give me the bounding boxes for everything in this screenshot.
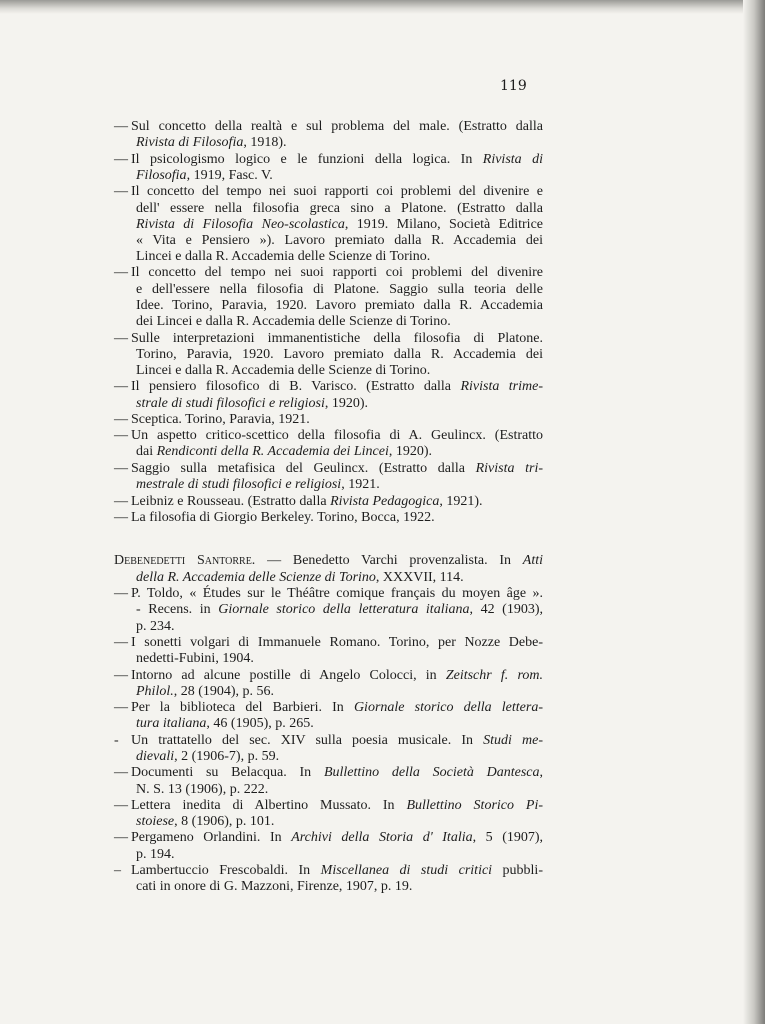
entry-dash: — bbox=[114, 700, 128, 715]
entry-line bbox=[136, 570, 464, 586]
entry-line bbox=[136, 233, 543, 249]
entry-text: Lincei e dalla R. Accademia delle Scienze di Torino. bbox=[136, 363, 431, 378]
entry-line bbox=[136, 684, 274, 700]
entry-line bbox=[136, 282, 543, 298]
entry-line bbox=[136, 782, 268, 798]
entry-line bbox=[136, 716, 314, 732]
italic-title: Bullettino Storico Pi- bbox=[406, 798, 543, 813]
entry-text: , 28 (1904), p. 56. bbox=[173, 684, 275, 699]
entry-line bbox=[114, 553, 543, 569]
italic-title: Studi me- bbox=[483, 733, 543, 748]
entry-text: Torino, Paravia, 1920. Lavoro premiato dalla R. Accademia dei bbox=[136, 347, 543, 362]
entry-dash: — bbox=[114, 119, 128, 134]
entry-line bbox=[131, 184, 543, 200]
entry-text: , 1921. bbox=[341, 477, 380, 492]
entry-line bbox=[131, 830, 543, 846]
entry-line bbox=[131, 700, 543, 716]
entry-line bbox=[131, 119, 543, 135]
entry-line bbox=[131, 494, 483, 510]
entry-text: La filosofia di Giorgio Berkeley. Torino, Bocca, 1922. bbox=[131, 510, 435, 525]
entry-line bbox=[131, 863, 543, 879]
entry-line bbox=[136, 314, 451, 330]
entry-line bbox=[131, 765, 543, 781]
entry-text: Sul concetto della realtà e sul problema del male. (Estratto dalla bbox=[131, 119, 543, 134]
entry-line bbox=[131, 461, 543, 477]
entry-text: , 1918). bbox=[243, 135, 287, 150]
entry-text: N. S. 13 (1906), p. 222. bbox=[136, 782, 269, 797]
entry-dash: — bbox=[114, 184, 128, 199]
entry-text: , 46 (1905), p. 265. bbox=[206, 716, 314, 731]
entry-text: , bbox=[539, 765, 543, 780]
italic-title: mestrale di studi filosofici e religiosi bbox=[136, 477, 342, 492]
entry-text: pubbli- bbox=[492, 863, 543, 878]
entry-text: p. 234. bbox=[136, 619, 175, 634]
entry-line bbox=[136, 814, 274, 830]
italic-title: Miscellanea di studi critici bbox=[320, 863, 493, 878]
entry-line bbox=[136, 168, 273, 184]
entry-dash: — bbox=[114, 510, 128, 525]
entry-text: Lambertuccio Frescobaldi. In bbox=[131, 863, 321, 878]
italic-title: stoiese bbox=[136, 814, 175, 829]
entry-text: Leibniz e Rousseau. (Estratto dalla bbox=[131, 494, 331, 509]
entry-text: Lincei e dalla R. Accademia delle Scienze di Torino. bbox=[136, 249, 431, 264]
entry-dash: — bbox=[114, 331, 128, 346]
entry-line bbox=[136, 477, 380, 493]
entry-dash: — bbox=[114, 428, 128, 443]
entry-text: nedetti-Fubini, 1904. bbox=[136, 651, 254, 666]
entry-text: , 42 (1903), bbox=[469, 602, 543, 617]
page-number: 119 bbox=[500, 78, 527, 94]
italic-title: Filosofia bbox=[136, 168, 187, 183]
entry-line bbox=[131, 733, 543, 749]
entry-text: « Vita e Pensiero »). Lavoro premiato dalla R. Accademia dei bbox=[136, 233, 543, 248]
entry-dash: – bbox=[114, 863, 121, 878]
entry-dash: — bbox=[114, 830, 128, 845]
italic-title: dievali bbox=[136, 749, 175, 764]
author-name: Debenedetti Santorre. bbox=[114, 553, 256, 568]
scan-edge-top bbox=[0, 0, 765, 14]
italic-title: Giornale storico della letteratura italiana bbox=[218, 602, 470, 617]
entry-text: dai bbox=[136, 444, 157, 459]
entry-line bbox=[131, 428, 543, 444]
entry-dash: - bbox=[114, 733, 119, 748]
entry-line bbox=[131, 265, 543, 281]
entry-line bbox=[136, 298, 543, 314]
entry-text: , 1919, Fasc. V. bbox=[186, 168, 273, 183]
entry-text: , 1919. Milano, Società Editrice bbox=[344, 217, 543, 232]
entry-text: , 2 (1906-7), p. 59. bbox=[174, 749, 280, 764]
italic-title: Rivista di Filosofia Neo-scolastica bbox=[136, 217, 345, 232]
entry-text: , 1921). bbox=[439, 494, 483, 509]
italic-title: strale di studi filosofici e religiosi bbox=[136, 396, 325, 411]
italic-title: Rivista Pedagogica bbox=[330, 494, 440, 509]
entry-text: Il psicologismo logico e le funzioni della logica. In bbox=[131, 152, 483, 167]
entry-dash: — bbox=[114, 412, 128, 427]
italic-title: Rivista tri- bbox=[475, 461, 543, 476]
entry-text: dei Lincei e dalla R. Accademia delle Scienze di Torino. bbox=[136, 314, 451, 329]
italic-title: Rivista di bbox=[482, 152, 543, 167]
entry-line bbox=[136, 444, 432, 460]
entry-text: , 1920). bbox=[324, 396, 369, 411]
italic-title: Rendiconti della R. Accademia dei Lincei bbox=[156, 444, 389, 459]
entry-line bbox=[131, 586, 543, 602]
entry-dash: — bbox=[114, 668, 128, 683]
entry-line bbox=[131, 510, 435, 526]
entry-line bbox=[136, 602, 543, 618]
entry-text: Lettera inedita di Albertino Mussato. In bbox=[131, 798, 407, 813]
entry-line bbox=[136, 619, 175, 635]
entry-line bbox=[136, 217, 543, 233]
entry-text: Per la biblioteca del Barbieri. In bbox=[131, 700, 354, 715]
entry-line bbox=[136, 201, 543, 217]
entry-line bbox=[136, 363, 430, 379]
entry-text: cati in onore di G. Mazzoni, Firenze, 1907, p. 19. bbox=[136, 879, 413, 894]
italic-title: Giornale storico della lettera- bbox=[353, 700, 543, 715]
entry-dash: — bbox=[114, 765, 128, 780]
entry-text: , 5 (1907), bbox=[472, 830, 544, 845]
italic-title: Rivista trime- bbox=[460, 379, 543, 394]
entry-text: , XXXVII, 114. bbox=[375, 570, 464, 585]
entry-text: Sulle interpretazioni immanentistiche della filosofia di Platone. bbox=[131, 331, 543, 346]
entry-dash: — bbox=[114, 798, 128, 813]
entry-dash: — bbox=[114, 379, 128, 394]
entry-dash: — bbox=[114, 586, 128, 601]
entry-dash: — bbox=[114, 265, 128, 280]
entry-line bbox=[136, 879, 412, 895]
entry-line bbox=[136, 396, 368, 412]
entry-dash: — bbox=[114, 152, 128, 167]
entry-text: — Benedetto Varchi provenzalista. In bbox=[255, 553, 523, 568]
entry-text: p. 194. bbox=[136, 847, 175, 862]
entry-dash: — bbox=[114, 635, 128, 650]
entry-text: Idee. Torino, Paravia, 1920. Lavoro premiato dalla R. Accademia bbox=[136, 298, 543, 313]
entry-line bbox=[136, 249, 430, 265]
entry-line bbox=[131, 798, 543, 814]
entry-text: P. Toldo, « Études sur le Théâtre comique français du moyen âge ». bbox=[131, 586, 543, 601]
entry-text: Sceptica. Torino, Paravia, 1921. bbox=[131, 412, 310, 427]
entry-text: , 8 (1906), p. 101. bbox=[174, 814, 275, 829]
entry-text: Un aspetto critico-scettico della filosofia di A. Geulincx. (Estratto bbox=[131, 428, 543, 443]
italic-title: Zeitschr f. rom. bbox=[445, 668, 543, 683]
italic-title: Atti bbox=[522, 553, 544, 568]
entry-dash: — bbox=[114, 461, 128, 476]
entry-text: e dell'essere nella filosofia di Platone. Saggio sulla teoria delle bbox=[136, 282, 543, 297]
entry-text: Il concetto del tempo nei suoi rapporti coi problemi del divenire bbox=[131, 265, 543, 280]
italic-title: Rivista di Filosofia bbox=[136, 135, 244, 150]
entry-dash: — bbox=[114, 494, 128, 509]
entry-text: Saggio sulla metafisica del Geulincx. (Estratto dalla bbox=[131, 461, 476, 476]
entry-text: - Recens. in bbox=[136, 602, 219, 617]
italic-title: Bullettino della Società Dantesca bbox=[323, 765, 540, 780]
entry-text: Un trattatello del sec. XIV sulla poesia musicale. In bbox=[131, 733, 484, 748]
entry-line bbox=[131, 331, 543, 347]
entry-line bbox=[131, 412, 310, 428]
entry-line bbox=[131, 635, 543, 651]
entry-text: , 1920). bbox=[388, 444, 433, 459]
entry-text: I sonetti volgari di Immanuele Romano. Torino, per Nozze Debe- bbox=[131, 635, 543, 650]
italic-title: tura italiana bbox=[136, 716, 207, 731]
entry-line bbox=[136, 651, 254, 667]
entry-line bbox=[136, 749, 279, 765]
italic-title: Philol. bbox=[136, 684, 174, 699]
entry-text: Intorno ad alcune postille di Angelo Colocci, in bbox=[131, 668, 446, 683]
entry-line bbox=[131, 379, 543, 395]
entry-text: dell' essere nella filosofia greca sino a Platone. (Estratto dalla bbox=[136, 201, 543, 216]
entry-line bbox=[131, 152, 543, 168]
entry-line bbox=[136, 847, 175, 863]
entry-text: Pergameno Orlandini. In bbox=[131, 830, 292, 845]
entry-line bbox=[136, 135, 287, 151]
entry-line bbox=[131, 668, 543, 684]
scan-edge-right bbox=[743, 0, 765, 1024]
entry-text: Documenti su Belacqua. In bbox=[131, 765, 324, 780]
italic-title: della R. Accademia delle Scienze di Torino bbox=[136, 570, 376, 585]
entry-text: Il concetto del tempo nei suoi rapporti coi problemi del divenire e bbox=[131, 184, 543, 199]
entry-line bbox=[136, 347, 543, 363]
entry-text: Il pensiero filosofico di B. Varisco. (Estratto dalla bbox=[131, 379, 461, 394]
italic-title: Archivi della Storia d' Italia bbox=[291, 830, 473, 845]
